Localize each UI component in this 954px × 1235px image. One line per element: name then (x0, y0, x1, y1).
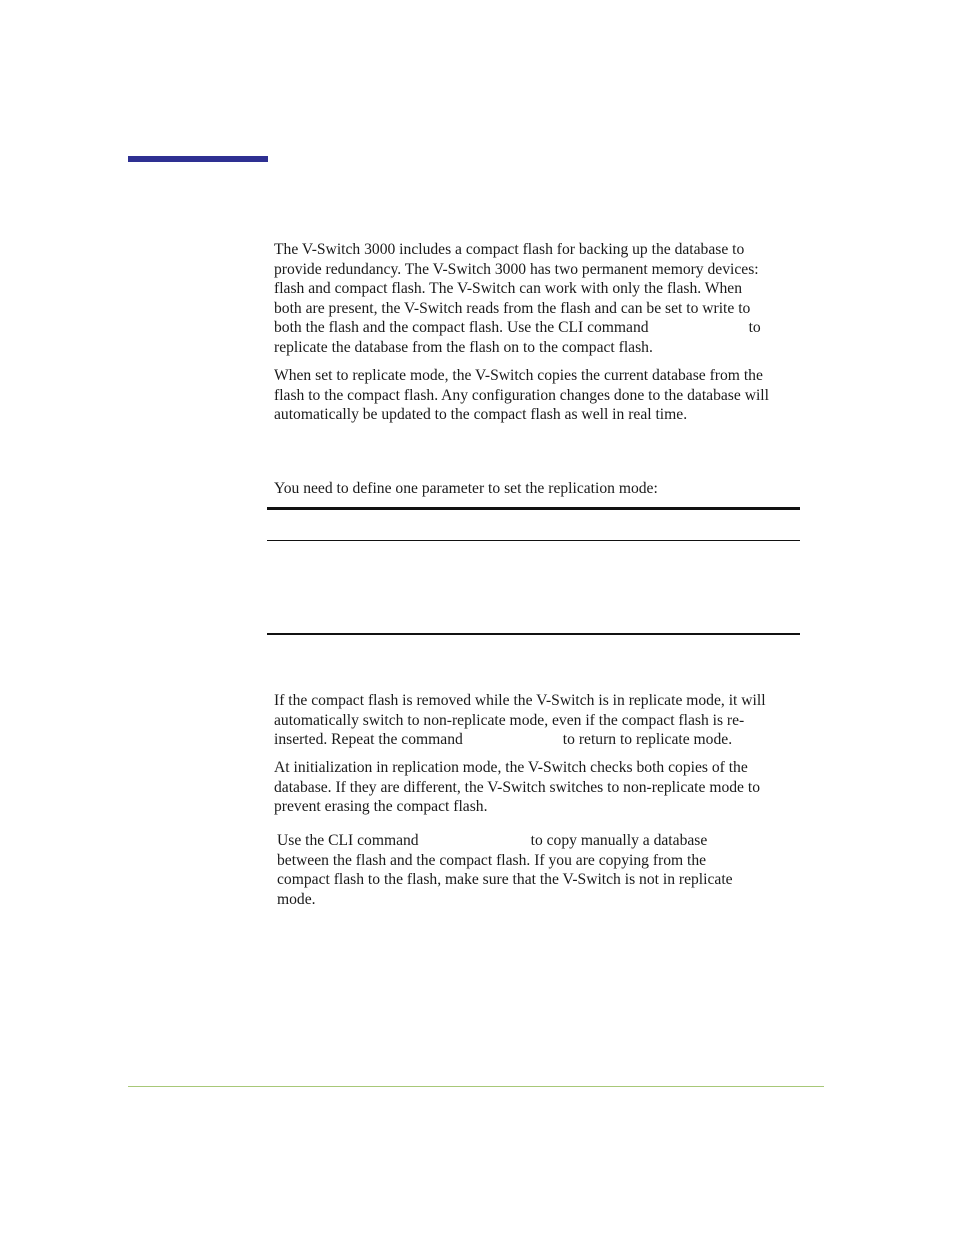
table-bottom-rule (267, 633, 800, 635)
table-header-rule (267, 540, 800, 541)
text-line: provide redundancy. The V-Switch 3000 has two permanent memory devices: (274, 260, 759, 278)
replicate-mode-paragraph (274, 366, 834, 425)
text-segment: to return to replicate mode. (562, 731, 733, 748)
text-line: When set to replicate mode, the V-Switch copies the current database from the (274, 367, 763, 384)
text-segment: inserted. Repeat the command (274, 731, 463, 748)
text-line: automatically be updated to the compact flash as well in real time. (274, 406, 688, 423)
intro-paragraph (274, 240, 834, 357)
text-line-with-command (274, 318, 834, 338)
text-line: prevent erasing the compact flash. (274, 798, 488, 815)
text-line: If the compact flash is removed while the V-Switch is in replicate mode, it will (274, 692, 766, 709)
text-segment: to copy manually a database (530, 832, 708, 849)
text-line: flash and compact flash. The V-Switch can work with only the flash. When (274, 280, 743, 297)
table-top-rule (267, 507, 800, 510)
text-segment: both the flash and the compact flash. Use the CLI command (274, 319, 649, 336)
initialization-paragraph (274, 758, 834, 817)
text-line: The V-Switch 3000 includes a compact flash for backing up the database to (274, 241, 745, 258)
text-line: replicate the database from the flash on to the compact flash. (274, 338, 653, 356)
parameter-intro (274, 479, 834, 499)
footer-rule (128, 1086, 824, 1087)
text-line: both are present, the V-Switch reads from the flash and can be set to write to (274, 299, 751, 317)
text-line: between the flash and the compact flash. If you are copying from the (277, 851, 707, 869)
text-segment: to (748, 319, 761, 336)
note-paragraph (277, 831, 837, 909)
text-line: flash to the compact flash. Any configuration changes done to the database will (274, 386, 769, 404)
text-line-with-command (274, 730, 834, 750)
text-line: At initialization in replication mode, the V-Switch checks both copies of the (274, 759, 748, 776)
text-line: compact flash to the flash, make sure that the V-Switch is not in replicate (277, 871, 733, 888)
text-line-with-command (277, 831, 837, 851)
text-line: mode. (277, 890, 316, 908)
text-line: database. If they are different, the V-Switch switches to non-replicate mode to (274, 778, 760, 796)
text-segment: Use the CLI command (277, 832, 419, 849)
text-line: You need to define one parameter to set the replication mode: (274, 480, 658, 497)
text-line: automatically switch to non-replicate mode, even if the compact flash is re- (274, 711, 745, 729)
removal-paragraph (274, 691, 834, 750)
section-accent-bar (128, 156, 268, 162)
